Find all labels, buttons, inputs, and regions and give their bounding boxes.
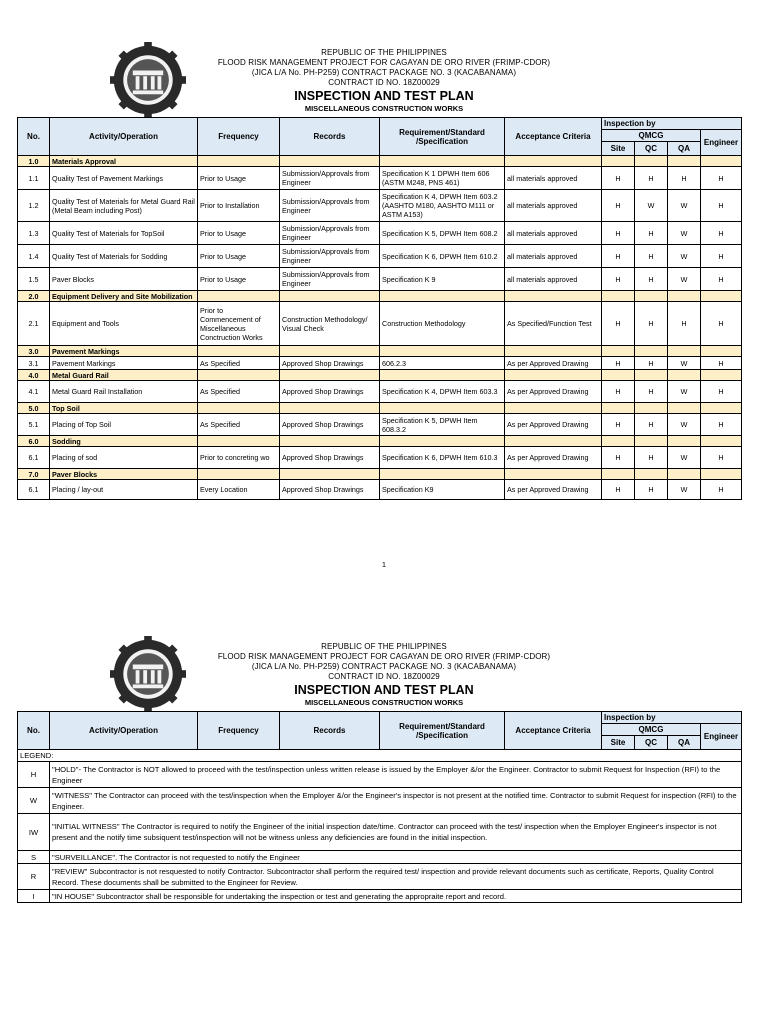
records-cell: Submission/Approvals from Engineer bbox=[280, 268, 380, 291]
document-title: INSPECTION AND TEST PLAN bbox=[294, 683, 474, 697]
qc-cell: H bbox=[635, 167, 668, 190]
col-no: No. bbox=[18, 712, 50, 750]
col-engineer: Engineer bbox=[701, 724, 742, 750]
section-row bbox=[18, 370, 742, 381]
legend-body bbox=[18, 750, 742, 903]
col-qa: QA bbox=[668, 736, 701, 750]
engineer-cell: H bbox=[701, 414, 742, 436]
activity-cell: Quality Test of Materials for Metal Guard Rail (Metal Beam including Post) bbox=[50, 190, 198, 222]
acceptance-cell: As per Approved Drawing bbox=[505, 480, 602, 500]
col-qmcg: QMCG bbox=[602, 130, 701, 142]
site-cell: H bbox=[602, 414, 635, 436]
requirement-cell: Specification K 6, DPWH Item 610.3 bbox=[380, 447, 505, 469]
records-cell: Submission/Approvals from Engineer bbox=[280, 245, 380, 268]
item-number: 4.1 bbox=[18, 381, 50, 403]
legend-row bbox=[18, 851, 742, 864]
header-line-3: (JICA L/A No. PH-P259) CONTRACT PACKAGE NO. 3 (KACABANAMA) bbox=[251, 662, 517, 671]
qa-cell: W bbox=[668, 222, 701, 245]
legend-title: LEGEND: bbox=[18, 750, 742, 762]
legend-table bbox=[17, 711, 742, 903]
section-number: 6.0 bbox=[18, 436, 50, 447]
engineer-cell: H bbox=[701, 268, 742, 291]
table-row bbox=[18, 245, 742, 268]
records-cell: Submission/Approvals from Engineer bbox=[280, 222, 380, 245]
legend-row bbox=[18, 788, 742, 814]
requirement-cell: Specification K 6, DPWH Item 610.2 bbox=[380, 245, 505, 268]
requirement-cell: Specification K 5, DPWH Item 608.2 bbox=[380, 222, 505, 245]
legend-code: H bbox=[18, 762, 50, 788]
activity-cell: Equipment and Tools bbox=[50, 302, 198, 346]
legend-code: W bbox=[18, 788, 50, 814]
records-cell: Approved Shop Drawings bbox=[280, 381, 380, 403]
activity-cell: Paver Blocks bbox=[50, 268, 198, 291]
section-number: 3.0 bbox=[18, 346, 50, 357]
document-title: INSPECTION AND TEST PLAN bbox=[294, 89, 474, 103]
section-number: 7.0 bbox=[18, 469, 50, 480]
legend-code: S bbox=[18, 851, 50, 864]
table-row bbox=[18, 480, 742, 500]
site-cell: H bbox=[602, 357, 635, 370]
qc-cell: H bbox=[635, 268, 668, 291]
legend-text: "HOLD"- The Contractor is NOT allowed to proceed with the test/inspection unless written release is issued by the Employer &/or the Engineer. Contractor to submit Request for Inspection (RFI) to the Engineer bbox=[50, 762, 742, 788]
item-number: 6.1 bbox=[18, 480, 50, 500]
section-number: 1.0 bbox=[18, 156, 50, 167]
records-cell: Approved Shop Drawings bbox=[280, 357, 380, 370]
frequency-cell: As Specified bbox=[198, 381, 280, 403]
col-acceptance: Acceptance Criteria bbox=[505, 712, 602, 750]
requirement-cell: Specification K9 bbox=[380, 480, 505, 500]
col-records: Records bbox=[280, 712, 380, 750]
engineer-cell: H bbox=[701, 167, 742, 190]
legend-code: I bbox=[18, 890, 50, 903]
col-records: Records bbox=[280, 118, 380, 156]
frequency-cell: Prior to Usage bbox=[198, 167, 280, 190]
document-header bbox=[0, 642, 768, 707]
frequency-cell: Prior to Commencement of Miscellaneous Conctruction Works bbox=[198, 302, 280, 346]
section-row bbox=[18, 156, 742, 167]
item-number: 1.2 bbox=[18, 190, 50, 222]
engineer-cell: H bbox=[701, 357, 742, 370]
legend-row bbox=[18, 814, 742, 851]
section-title: Equipment Delivery and Site Mobilization bbox=[50, 291, 198, 302]
frequency-cell: Prior to Installation bbox=[198, 190, 280, 222]
header-line-1: REPUBLIC OF THE PHILIPPINES bbox=[321, 48, 447, 57]
col-frequency: Frequency bbox=[198, 118, 280, 156]
qa-cell: W bbox=[668, 447, 701, 469]
qc-cell: H bbox=[635, 447, 668, 469]
qc-cell: H bbox=[635, 480, 668, 500]
site-cell: H bbox=[602, 222, 635, 245]
site-cell: H bbox=[602, 302, 635, 346]
activity-cell: Quality Test of Materials for Sodding bbox=[50, 245, 198, 268]
col-activity: Activity/Operation bbox=[50, 118, 198, 156]
section-title: Metal Guard Rail bbox=[50, 370, 198, 381]
col-qc: QC bbox=[635, 736, 668, 750]
qa-cell: H bbox=[668, 302, 701, 346]
qa-cell: W bbox=[668, 190, 701, 222]
frequency-cell: As Specified bbox=[198, 357, 280, 370]
requirement-cell: 606.2.3 bbox=[380, 357, 505, 370]
engineer-cell: H bbox=[701, 381, 742, 403]
col-qmcg: QMCG bbox=[602, 724, 701, 736]
col-site: Site bbox=[602, 736, 635, 750]
requirement-cell: Construction Methodology bbox=[380, 302, 505, 346]
col-frequency: Frequency bbox=[198, 712, 280, 750]
legend-text: "REVIEW" Subcontractor is not resquested to notify Contractor. Subcontractor shall perform the required test/ inspection and provide relevant documents such as certificate, Reports, Quality Control Record. These documents shall be submitted to the Engineer for Review. bbox=[50, 864, 742, 890]
legend-text: "WITNESS" The Contractor can proceed with the test/inspection when the Employer &/or the Engineer's inspector is not present at the notified time. Contractor to submit Request for inspection (RFI) to the Engineer. bbox=[50, 788, 742, 814]
section-row bbox=[18, 403, 742, 414]
frequency-cell: Prior to concreting wo bbox=[198, 447, 280, 469]
section-number: 5.0 bbox=[18, 403, 50, 414]
legend-code: R bbox=[18, 864, 50, 890]
section-row bbox=[18, 436, 742, 447]
acceptance-cell: As per Approved Drawing bbox=[505, 414, 602, 436]
site-cell: H bbox=[602, 268, 635, 291]
site-cell: H bbox=[602, 190, 635, 222]
requirement-cell: Specification K 5, DPWH Item 608.3.2 bbox=[380, 414, 505, 436]
engineer-cell: H bbox=[701, 480, 742, 500]
col-engineer: Engineer bbox=[701, 130, 742, 156]
item-number: 2.1 bbox=[18, 302, 50, 346]
section-title: Materials Approval bbox=[50, 156, 198, 167]
activity-cell: Pavement Markings bbox=[50, 357, 198, 370]
qc-cell: H bbox=[635, 302, 668, 346]
frequency-cell: Every Location bbox=[198, 480, 280, 500]
document-subtitle: MISCELLANEOUS CONSTRUCTION WORKS bbox=[304, 698, 464, 707]
table-row bbox=[18, 167, 742, 190]
page-number: 1 bbox=[381, 560, 387, 569]
site-cell: H bbox=[602, 480, 635, 500]
site-cell: H bbox=[602, 381, 635, 403]
frequency-cell: As Specified bbox=[198, 414, 280, 436]
qc-cell: W bbox=[635, 190, 668, 222]
section-row bbox=[18, 346, 742, 357]
legend-row bbox=[18, 890, 742, 903]
acceptance-cell: As Specified/Function Test bbox=[505, 302, 602, 346]
records-cell: Approved Shop Drawings bbox=[280, 414, 380, 436]
qa-cell: W bbox=[668, 414, 701, 436]
item-number: 3.1 bbox=[18, 357, 50, 370]
header-line-2: FLOOD RISK MANAGEMENT PROJECT FOR CAGAYAN DE ORO RIVER (FRIMP-CDOR) bbox=[217, 652, 551, 661]
frequency-cell: Prior to Usage bbox=[198, 245, 280, 268]
qa-cell: W bbox=[668, 381, 701, 403]
records-cell: Submission/Approvals from Engineer bbox=[280, 167, 380, 190]
section-number: 4.0 bbox=[18, 370, 50, 381]
col-inspection-by: Inspection by bbox=[602, 712, 742, 724]
engineer-cell: H bbox=[701, 302, 742, 346]
engineer-cell: H bbox=[701, 447, 742, 469]
acceptance-cell: all materials approved bbox=[505, 190, 602, 222]
col-requirement: Requirement/Standard /Specification bbox=[380, 712, 505, 750]
document-header bbox=[0, 48, 768, 113]
requirement-cell: Specification K 4, DPWH Item 603.3 bbox=[380, 381, 505, 403]
qc-cell: H bbox=[635, 245, 668, 268]
requirement-cell: Specification K 4, DPWH Item 603.2 (AASHTO M180, AASHTO M111 or ASTM A153) bbox=[380, 190, 505, 222]
table-row bbox=[18, 222, 742, 245]
table-row bbox=[18, 302, 742, 346]
acceptance-cell: all materials approved bbox=[505, 268, 602, 291]
section-row bbox=[18, 469, 742, 480]
records-cell: Construction Methodology/ Visual Check bbox=[280, 302, 380, 346]
section-title: Sodding bbox=[50, 436, 198, 447]
table-row bbox=[18, 414, 742, 436]
activity-cell: Placing of sod bbox=[50, 447, 198, 469]
legend-text: "IN HOUSE" Subcontractor shall be responsible for undertaking the inspection or test and generating the appropraite report and record. bbox=[50, 890, 742, 903]
site-cell: H bbox=[602, 447, 635, 469]
item-number: 1.5 bbox=[18, 268, 50, 291]
records-cell: Approved Shop Drawings bbox=[280, 480, 380, 500]
qc-cell: H bbox=[635, 414, 668, 436]
col-activity: Activity/Operation bbox=[50, 712, 198, 750]
site-cell: H bbox=[602, 167, 635, 190]
table-row bbox=[18, 357, 742, 370]
records-cell: Approved Shop Drawings bbox=[280, 447, 380, 469]
engineer-cell: H bbox=[701, 245, 742, 268]
section-title: Pavement Markings bbox=[50, 346, 198, 357]
itp-table bbox=[17, 117, 742, 500]
qc-cell: H bbox=[635, 357, 668, 370]
qa-cell: W bbox=[668, 480, 701, 500]
section-row bbox=[18, 291, 742, 302]
legend-row bbox=[18, 762, 742, 788]
col-site: Site bbox=[602, 142, 635, 156]
section-title: Top Soil bbox=[50, 403, 198, 414]
header-line-1: REPUBLIC OF THE PHILIPPINES bbox=[321, 642, 447, 651]
requirement-cell: Specification K 1 DPWH Item 606 (ASTM M248, PNS 461) bbox=[380, 167, 505, 190]
table-row bbox=[18, 447, 742, 469]
site-cell: H bbox=[602, 245, 635, 268]
section-title: Paver Blocks bbox=[50, 469, 198, 480]
requirement-cell: Specification K 9 bbox=[380, 268, 505, 291]
header-line-4: CONTRACT ID NO. 18Z00029 bbox=[328, 672, 440, 681]
acceptance-cell: all materials approved bbox=[505, 222, 602, 245]
legend-row bbox=[18, 864, 742, 890]
col-inspection-by: Inspection by bbox=[602, 118, 742, 130]
qc-cell: H bbox=[635, 222, 668, 245]
acceptance-cell: As per Approved Drawing bbox=[505, 357, 602, 370]
item-number: 1.1 bbox=[18, 167, 50, 190]
acceptance-cell: all materials approved bbox=[505, 245, 602, 268]
acceptance-cell: all materials approved bbox=[505, 167, 602, 190]
table-row bbox=[18, 190, 742, 222]
engineer-cell: H bbox=[701, 190, 742, 222]
col-qa: QA bbox=[668, 142, 701, 156]
frequency-cell: Prior to Usage bbox=[198, 268, 280, 291]
qa-cell: H bbox=[668, 167, 701, 190]
page-2 bbox=[0, 594, 768, 1024]
section-number: 2.0 bbox=[18, 291, 50, 302]
frequency-cell: Prior to Usage bbox=[198, 222, 280, 245]
item-number: 5.1 bbox=[18, 414, 50, 436]
qa-cell: W bbox=[668, 268, 701, 291]
activity-cell: Placing of Top Soil bbox=[50, 414, 198, 436]
acceptance-cell: As per Approved Drawing bbox=[505, 381, 602, 403]
legend-text: "INITIAL WITNESS" The Contractor is required to notify the Engineer of the initial inspection date/time. Contractor can proceed with the test/ inspection when the Employer Engineer's inspector is not present and the notify time subsiquent test/inspection will not be witness unless any deficiencies are found in the initial inspection. bbox=[50, 814, 742, 851]
item-number: 1.3 bbox=[18, 222, 50, 245]
item-number: 6.1 bbox=[18, 447, 50, 469]
col-requirement: Requirement/Standard /Specification bbox=[380, 118, 505, 156]
records-cell: Submission/Approvals from Engineer bbox=[280, 190, 380, 222]
activity-cell: Placing / lay-out bbox=[50, 480, 198, 500]
activity-cell: Metal Guard Rail Installation bbox=[50, 381, 198, 403]
engineer-cell: H bbox=[701, 222, 742, 245]
activity-cell: Quality Test of Materials for TopSoil bbox=[50, 222, 198, 245]
col-no: No. bbox=[18, 118, 50, 156]
acceptance-cell: As per Approved Drawing bbox=[505, 447, 602, 469]
table-row bbox=[18, 381, 742, 403]
table-row bbox=[18, 268, 742, 291]
header-line-3: (JICA L/A No. PH-P259) CONTRACT PACKAGE NO. 3 (KACABANAMA) bbox=[251, 68, 517, 77]
document-subtitle: MISCELLANEOUS CONSTRUCTION WORKS bbox=[304, 104, 464, 113]
col-acceptance: Acceptance Criteria bbox=[505, 118, 602, 156]
item-number: 1.4 bbox=[18, 245, 50, 268]
qa-cell: W bbox=[668, 245, 701, 268]
qc-cell: H bbox=[635, 381, 668, 403]
header-line-2: FLOOD RISK MANAGEMENT PROJECT FOR CAGAYAN DE ORO RIVER (FRIMP-CDOR) bbox=[217, 58, 551, 67]
qa-cell: W bbox=[668, 357, 701, 370]
header-line-4: CONTRACT ID NO. 18Z00029 bbox=[328, 78, 440, 87]
legend-text: "SURVEILLANCE". The Contractor is not requested to notify the Engineer bbox=[50, 851, 742, 864]
legend-code: IW bbox=[18, 814, 50, 851]
itp-table-body bbox=[18, 156, 742, 500]
col-qc: QC bbox=[635, 142, 668, 156]
activity-cell: Quality Test of Pavement Markings bbox=[50, 167, 198, 190]
